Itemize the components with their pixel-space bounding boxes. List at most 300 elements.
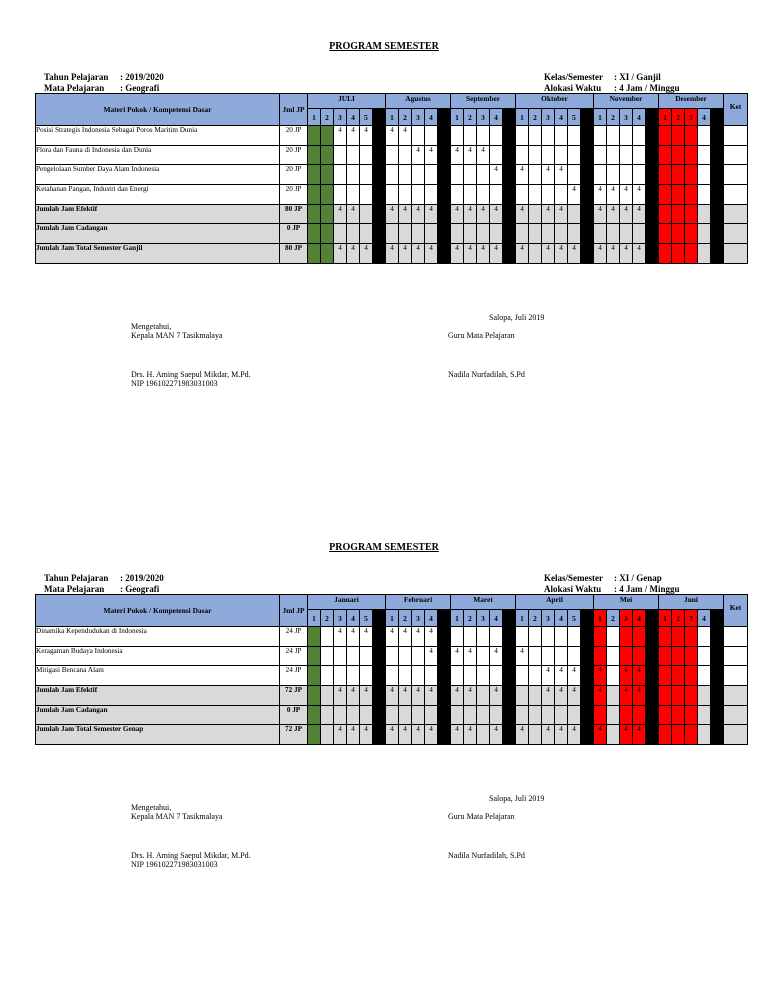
week-value-cell — [321, 185, 334, 205]
week-number: 4 — [490, 109, 503, 126]
week-value-cell — [490, 145, 503, 165]
mapel-label: Mata Pelajaran — [44, 584, 105, 594]
week-value-cell: 4 — [412, 204, 425, 224]
week-value-cell — [464, 627, 477, 647]
ket-cell — [724, 244, 748, 264]
month-header: Januari — [308, 595, 386, 610]
week-value-cell — [347, 145, 360, 165]
week-value-cell — [672, 725, 685, 745]
week-value-cell — [659, 627, 672, 647]
separator-cell — [438, 224, 451, 244]
week-value-cell — [412, 126, 425, 146]
week-value-cell — [360, 646, 373, 666]
week-value-cell — [308, 686, 321, 706]
separator-cell — [581, 185, 594, 205]
week-value-cell — [685, 165, 698, 185]
month-header: JULI — [308, 94, 386, 109]
week-number: 1 — [516, 610, 529, 627]
materi-cell: Keragaman Budaya Indonesia — [36, 646, 280, 666]
week-value-cell — [633, 705, 646, 725]
week-value-cell: 4 — [347, 686, 360, 706]
materi-cell: Jumlah Jam Cadangan — [36, 705, 280, 725]
separator-cell — [373, 627, 386, 647]
separator-cell — [711, 145, 724, 165]
alokasi-label: Alokasi Waktu — [544, 83, 602, 93]
week-value-cell — [685, 686, 698, 706]
week-number: 3 — [334, 109, 347, 126]
week-value-cell: 4 — [477, 204, 490, 224]
week-value-cell — [529, 627, 542, 647]
week-value-cell: 4 — [464, 204, 477, 224]
ket-cell — [724, 646, 748, 666]
separator-cell — [646, 705, 659, 725]
week-value-cell — [334, 224, 347, 244]
week-value-cell — [386, 224, 399, 244]
separator-cell — [373, 204, 386, 224]
week-value-cell — [451, 705, 464, 725]
month-header: April — [516, 595, 594, 610]
week-value-cell — [451, 126, 464, 146]
separator-cell — [711, 705, 724, 725]
separator-cell — [438, 725, 451, 745]
kelas-value: : XI / Genap — [614, 573, 662, 583]
week-value-cell — [594, 627, 607, 647]
week-value-cell: 4 — [633, 185, 646, 205]
week-number: 1 — [308, 610, 321, 627]
separator-cell — [503, 627, 516, 647]
week-value-cell: 4 — [542, 244, 555, 264]
kelas-label: Kelas/Semester — [544, 72, 603, 82]
kepala-nip: NIP 196102271983031003 — [131, 379, 218, 388]
week-value-cell — [347, 646, 360, 666]
separator-cell — [373, 185, 386, 205]
week-value-cell — [321, 705, 334, 725]
separator-cell — [711, 165, 724, 185]
separator-cell — [646, 686, 659, 706]
week-value-cell — [672, 224, 685, 244]
separator-cell — [438, 627, 451, 647]
week-value-cell — [659, 145, 672, 165]
week-value-cell: 4 — [334, 244, 347, 264]
separator-cell — [711, 244, 724, 264]
week-value-cell: 4 — [607, 204, 620, 224]
separator-cell — [646, 145, 659, 165]
week-value-cell: 4 — [451, 686, 464, 706]
week-value-cell: 4 — [490, 646, 503, 666]
header-materi: Materi Pokok / Kompetensi Dasar — [36, 94, 280, 126]
week-value-cell — [399, 224, 412, 244]
separator-cell — [438, 204, 451, 224]
week-value-cell — [451, 165, 464, 185]
week-value-cell — [529, 244, 542, 264]
separator-cell — [581, 165, 594, 185]
week-number: 3 — [412, 109, 425, 126]
week-number: 5 — [360, 109, 373, 126]
tahun-value: : 2019/2020 — [120, 72, 164, 82]
separator-cell — [581, 646, 594, 666]
separator-cell — [438, 646, 451, 666]
separator-cell — [373, 126, 386, 146]
week-number: 2 — [399, 109, 412, 126]
week-value-cell: 4 — [633, 725, 646, 745]
week-value-cell: 4 — [633, 666, 646, 686]
week-value-cell — [425, 165, 438, 185]
week-value-cell — [698, 185, 711, 205]
separator-cell — [503, 185, 516, 205]
week-value-cell — [529, 204, 542, 224]
separator-cell — [711, 686, 724, 706]
week-value-cell — [425, 666, 438, 686]
week-value-cell — [672, 646, 685, 666]
week-value-cell — [477, 646, 490, 666]
week-value-cell — [607, 666, 620, 686]
week-number: 3 — [477, 109, 490, 126]
mapel-value: : Geografi — [120, 584, 160, 594]
week-value-cell — [568, 145, 581, 165]
week-value-cell: 4 — [620, 686, 633, 706]
guru-title: Guru Mata Pelajaran — [448, 812, 515, 821]
week-value-cell — [542, 126, 555, 146]
separator-cell — [581, 109, 594, 126]
week-value-cell: 4 — [386, 725, 399, 745]
materi-cell: Jumlah Jam Total Semester Genap — [36, 725, 280, 745]
week-value-cell — [516, 185, 529, 205]
week-value-cell: 4 — [555, 204, 568, 224]
week-value-cell: 4 — [425, 204, 438, 224]
week-value-cell — [685, 126, 698, 146]
separator-cell — [503, 244, 516, 264]
separator-cell — [373, 224, 386, 244]
week-value-cell — [607, 705, 620, 725]
week-value-cell — [360, 165, 373, 185]
separator-cell — [646, 109, 659, 126]
week-value-cell — [334, 705, 347, 725]
week-value-cell — [321, 126, 334, 146]
separator-cell — [711, 224, 724, 244]
week-value-cell — [607, 224, 620, 244]
week-value-cell: 4 — [516, 725, 529, 745]
week-value-cell — [555, 224, 568, 244]
separator-cell — [581, 686, 594, 706]
week-value-cell — [659, 646, 672, 666]
week-value-cell — [698, 686, 711, 706]
week-value-cell: 4 — [334, 627, 347, 647]
week-value-cell — [685, 705, 698, 725]
separator-cell — [503, 165, 516, 185]
week-number: 4 — [425, 610, 438, 627]
week-value-cell — [386, 165, 399, 185]
week-value-cell — [334, 646, 347, 666]
week-value-cell: 4 — [347, 627, 360, 647]
week-number: 3 — [334, 610, 347, 627]
week-value-cell — [321, 666, 334, 686]
week-value-cell: 4 — [425, 646, 438, 666]
week-value-cell — [659, 126, 672, 146]
week-value-cell — [490, 627, 503, 647]
separator-cell — [503, 686, 516, 706]
week-number: 4 — [633, 610, 646, 627]
week-value-cell — [568, 224, 581, 244]
week-value-cell: 4 — [347, 204, 360, 224]
week-value-cell — [620, 627, 633, 647]
week-number: 1 — [659, 610, 672, 627]
week-number: 3 — [477, 610, 490, 627]
week-value-cell — [698, 627, 711, 647]
week-value-cell — [685, 666, 698, 686]
separator-cell — [646, 224, 659, 244]
week-value-cell — [516, 627, 529, 647]
week-value-cell — [451, 224, 464, 244]
materi-cell: Jumlah Jam Efektif — [36, 686, 280, 706]
week-value-cell: 4 — [620, 204, 633, 224]
place-date: Salopa, Juli 2019 — [489, 794, 545, 803]
separator-cell — [581, 224, 594, 244]
mengetahui-label: Mengetahui, — [131, 803, 172, 812]
week-value-cell: 4 — [399, 204, 412, 224]
week-value-cell — [698, 126, 711, 146]
week-value-cell — [685, 204, 698, 224]
jp-cell: 20 JP — [280, 185, 308, 205]
week-value-cell: 4 — [620, 666, 633, 686]
week-value-cell — [464, 224, 477, 244]
week-value-cell — [425, 705, 438, 725]
week-value-cell — [698, 145, 711, 165]
week-number: 4 — [698, 610, 711, 627]
separator-cell — [581, 666, 594, 686]
mapel-label: Mata Pelajaran — [44, 83, 105, 93]
separator-cell — [711, 646, 724, 666]
week-value-cell — [698, 666, 711, 686]
materi-cell: Ketahanan Pangan, Industri dan Energi — [36, 185, 280, 205]
alokasi-value: : 4 Jam / Minggu — [614, 83, 680, 93]
week-value-cell: 4 — [425, 145, 438, 165]
header-jml-jp: Jml JP — [280, 94, 308, 126]
week-value-cell: 4 — [451, 145, 464, 165]
week-value-cell — [659, 244, 672, 264]
separator-cell — [503, 705, 516, 725]
week-value-cell — [477, 165, 490, 185]
week-value-cell — [477, 185, 490, 205]
week-value-cell: 4 — [594, 666, 607, 686]
week-value-cell — [698, 725, 711, 745]
week-value-cell: 4 — [386, 627, 399, 647]
separator-cell — [581, 705, 594, 725]
week-value-cell — [607, 646, 620, 666]
week-value-cell — [516, 126, 529, 146]
week-value-cell — [477, 725, 490, 745]
month-header: Juni — [659, 595, 724, 610]
ket-cell — [724, 145, 748, 165]
ket-cell — [724, 204, 748, 224]
separator-cell — [438, 244, 451, 264]
week-value-cell: 4 — [451, 646, 464, 666]
week-value-cell — [568, 204, 581, 224]
week-value-cell — [555, 185, 568, 205]
week-value-cell — [685, 244, 698, 264]
week-value-cell — [451, 666, 464, 686]
week-value-cell — [568, 646, 581, 666]
week-value-cell: 4 — [360, 725, 373, 745]
week-value-cell — [698, 224, 711, 244]
week-value-cell: 4 — [568, 185, 581, 205]
week-number: 1 — [594, 610, 607, 627]
week-value-cell — [698, 204, 711, 224]
table-row — [36, 244, 748, 264]
week-value-cell: 4 — [399, 686, 412, 706]
week-value-cell: 4 — [386, 126, 399, 146]
week-value-cell — [672, 244, 685, 264]
week-value-cell — [568, 165, 581, 185]
separator-cell — [373, 145, 386, 165]
separator-cell — [373, 686, 386, 706]
week-number: 1 — [451, 610, 464, 627]
week-value-cell — [542, 185, 555, 205]
tahun-label: Tahun Pelajaran — [44, 72, 109, 82]
week-value-cell — [672, 666, 685, 686]
week-value-cell — [321, 204, 334, 224]
week-value-cell — [620, 126, 633, 146]
separator-cell — [711, 610, 724, 627]
jp-cell: 20 JP — [280, 165, 308, 185]
week-value-cell — [568, 705, 581, 725]
week-value-cell — [399, 705, 412, 725]
table-row — [36, 627, 748, 647]
separator-cell — [373, 165, 386, 185]
week-value-cell — [685, 646, 698, 666]
week-value-cell — [620, 646, 633, 666]
week-value-cell — [529, 666, 542, 686]
week-value-cell — [698, 646, 711, 666]
separator-cell — [711, 109, 724, 126]
separator-cell — [646, 185, 659, 205]
week-value-cell — [308, 244, 321, 264]
week-value-cell — [607, 686, 620, 706]
month-header: Oktober — [516, 94, 594, 109]
week-number: 2 — [464, 610, 477, 627]
week-value-cell — [659, 705, 672, 725]
week-value-cell — [607, 725, 620, 745]
week-value-cell — [360, 666, 373, 686]
month-header: November — [594, 94, 659, 109]
week-value-cell — [360, 145, 373, 165]
week-value-cell: 4 — [412, 145, 425, 165]
separator-cell — [373, 244, 386, 264]
month-header: Agustus — [386, 94, 451, 109]
kepala-name: Drs. H. Aming Saepul Mikdar, M.Pd. — [131, 851, 251, 860]
separator-cell — [581, 244, 594, 264]
week-value-cell — [659, 666, 672, 686]
week-value-cell: 4 — [516, 244, 529, 264]
ket-cell — [724, 185, 748, 205]
week-number: 2 — [672, 610, 685, 627]
separator-cell — [711, 666, 724, 686]
jp-cell: 24 JP — [280, 666, 308, 686]
separator-cell — [438, 145, 451, 165]
separator-cell — [503, 610, 516, 627]
tahun-value: : 2019/2020 — [120, 573, 164, 583]
week-value-cell — [672, 165, 685, 185]
week-value-cell — [620, 705, 633, 725]
guru-name: Nadila Nurfadilah, S.Pd — [448, 851, 525, 860]
week-value-cell: 4 — [464, 646, 477, 666]
week-value-cell: 4 — [334, 725, 347, 745]
week-value-cell — [308, 725, 321, 745]
week-number: 3 — [542, 109, 555, 126]
week-value-cell — [659, 686, 672, 706]
week-value-cell — [334, 666, 347, 686]
week-value-cell — [555, 627, 568, 647]
week-value-cell — [659, 185, 672, 205]
week-value-cell: 4 — [386, 204, 399, 224]
jp-cell: 0 JP — [280, 224, 308, 244]
week-value-cell: 4 — [412, 725, 425, 745]
week-value-cell — [607, 627, 620, 647]
ket-cell — [724, 165, 748, 185]
week-value-cell: 4 — [399, 725, 412, 745]
week-value-cell — [308, 204, 321, 224]
week-value-cell — [672, 627, 685, 647]
week-value-cell — [672, 705, 685, 725]
separator-cell — [581, 126, 594, 146]
table-row — [36, 126, 748, 146]
week-value-cell — [529, 686, 542, 706]
week-value-cell: 4 — [399, 126, 412, 146]
week-value-cell — [347, 185, 360, 205]
week-value-cell — [685, 185, 698, 205]
week-value-cell: 4 — [451, 244, 464, 264]
week-number: 1 — [594, 109, 607, 126]
week-value-cell — [633, 627, 646, 647]
week-value-cell: 4 — [594, 244, 607, 264]
week-value-cell: 4 — [490, 204, 503, 224]
mapel-value: : Geografi — [120, 83, 160, 93]
separator-cell — [581, 204, 594, 224]
week-value-cell: 4 — [633, 204, 646, 224]
week-number: 1 — [516, 109, 529, 126]
materi-cell: Jumlah Jam Efektif — [36, 204, 280, 224]
week-number: 2 — [529, 109, 542, 126]
week-value-cell: 4 — [464, 725, 477, 745]
week-value-cell: 4 — [490, 686, 503, 706]
week-value-cell: 4 — [555, 165, 568, 185]
week-value-cell — [698, 165, 711, 185]
week-value-cell: 4 — [386, 686, 399, 706]
week-value-cell — [308, 646, 321, 666]
week-number: 4 — [555, 610, 568, 627]
separator-cell — [711, 126, 724, 146]
week-value-cell: 4 — [412, 627, 425, 647]
separator-cell — [438, 109, 451, 126]
kepala-nip: NIP 196102271983031003 — [131, 860, 218, 869]
week-value-cell: 4 — [386, 244, 399, 264]
ket-cell — [724, 666, 748, 686]
week-value-cell — [529, 224, 542, 244]
month-header: Februari — [386, 595, 451, 610]
week-number: 2 — [607, 610, 620, 627]
separator-cell — [438, 185, 451, 205]
week-number: 4 — [490, 610, 503, 627]
mengetahui-label: Mengetahui, — [131, 322, 172, 331]
week-value-cell — [620, 165, 633, 185]
week-value-cell — [594, 126, 607, 146]
week-value-cell — [516, 224, 529, 244]
week-value-cell: 4 — [399, 627, 412, 647]
separator-cell — [438, 666, 451, 686]
week-value-cell: 4 — [594, 204, 607, 224]
week-value-cell: 4 — [477, 145, 490, 165]
week-value-cell — [412, 705, 425, 725]
materi-cell: Dinamika Kependudukan di Indonesia — [36, 627, 280, 647]
